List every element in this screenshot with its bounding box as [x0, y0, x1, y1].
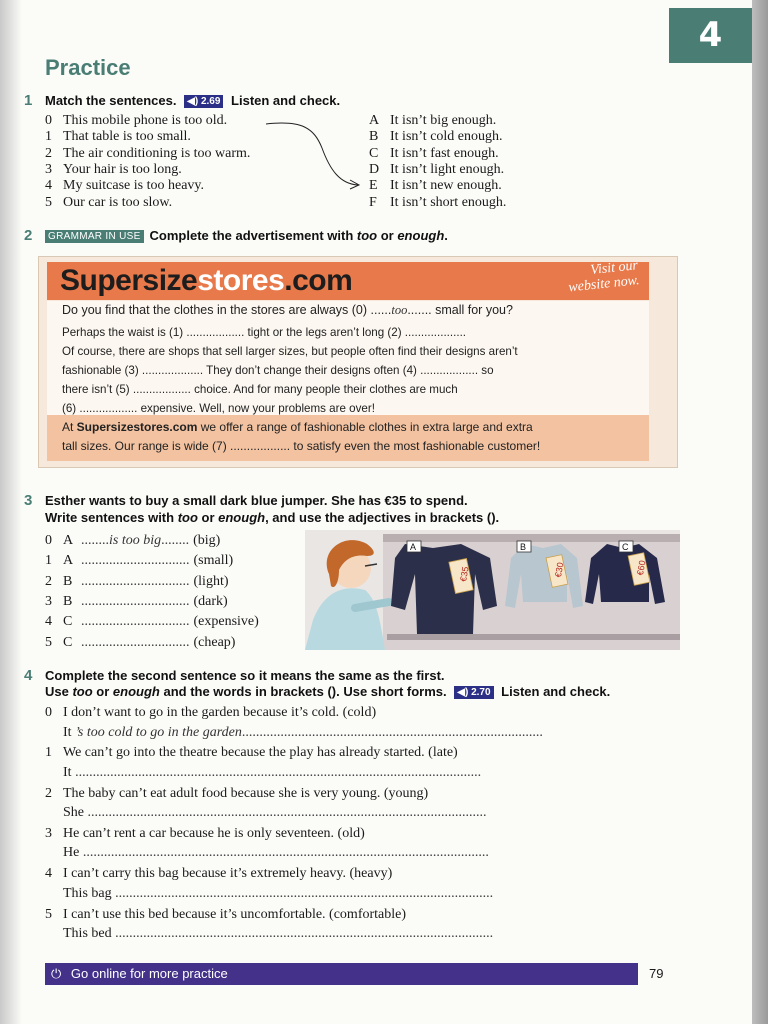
answer-dots: ............................... [81, 593, 190, 609]
item-number: 5 [45, 194, 52, 210]
tag-a-label: A [410, 542, 417, 552]
answer-dots: ........ [81, 533, 109, 548]
ex4-rewrite-line [63, 926, 493, 942]
item-text: This mobile phone is too old. [63, 113, 228, 128]
answer-dots: ........ [161, 533, 190, 548]
ad-body [47, 301, 649, 415]
page-number: 79 [649, 966, 664, 981]
match-right-item [369, 178, 502, 194]
gap-dots: ....... [407, 303, 432, 317]
answer-dots: ............................... [81, 614, 190, 630]
listen-check-text: Listen and check. [501, 684, 611, 699]
handwritten-answer: ’s too cold to go in the garden [75, 724, 242, 740]
item-text: It isn’t new enough. [390, 178, 502, 194]
audio-track-number: 2.70 [471, 687, 491, 698]
brand-name: Supersizestores.com [76, 420, 198, 434]
item-number: 1 [45, 745, 52, 761]
footer-line-1-text: we offer a range of fashionable clothes in extra large and extra [197, 420, 533, 434]
item-letter: E [369, 178, 378, 194]
exercise-2-instruction [45, 228, 448, 243]
exercise-2-number: 2 [24, 227, 33, 244]
match-right-item [369, 195, 506, 211]
item-letter: C [369, 145, 379, 161]
power-icon: ⏻ [51, 966, 62, 981]
ad-footer-line-2: tall sizes. Our range is wide (7) .................. to satisfy even the most fashionable customer! [62, 439, 541, 453]
ex4-rewrite-line [63, 805, 487, 821]
ex4-sentence [45, 907, 406, 923]
original-sentence: We can’t go into the theatre because the play has already started. (late) [63, 745, 458, 761]
item-number: 3 [45, 825, 52, 841]
word-or: or [377, 228, 398, 243]
exercise-3-number: 3 [24, 492, 33, 509]
answer-dots: ............................... [81, 634, 190, 650]
item-text: My suitcase is too heavy. [63, 178, 205, 194]
item-letter: B [63, 593, 73, 609]
visit-line-1: Visit our [589, 258, 639, 279]
answer-dots: .................................................................................................................. [87, 805, 487, 821]
item-letter: A [63, 553, 74, 569]
unit-number-tab: 4 [669, 8, 752, 63]
match-right-item [369, 129, 503, 145]
match-arrow-line [262, 118, 372, 193]
item-number: 0 [45, 705, 52, 720]
answer-dots: ............................................................................................................ [115, 926, 494, 941]
ex3-item [45, 553, 233, 569]
listen-check-text: Listen and check. [231, 93, 341, 108]
page-fold-shadow [0, 0, 22, 1024]
ex1-instruction-text: Match the sentences. [45, 93, 177, 108]
ex4-rewrite-line [63, 886, 493, 902]
original-sentence: I don’t want to go in the garden because it’s cold. (cold) [63, 705, 377, 720]
ad-line-3: Of course, there are shops that sell larger sizes, but people often find their designs aren’t [62, 345, 518, 358]
item-text: That table is too small. [63, 129, 191, 145]
ex3-item [45, 574, 229, 590]
adjective-in-brackets: (big) [193, 533, 221, 548]
go-online-bar[interactable] [45, 963, 638, 985]
item-number: 5 [45, 634, 52, 650]
adjective-in-brackets: (cheap) [193, 634, 236, 650]
tag-c-label: C [622, 542, 629, 552]
original-sentence: I can’t carry this bag because it’s extremely heavy. (heavy) [63, 866, 393, 882]
ex3-item [45, 635, 235, 651]
ex4-sentence [45, 705, 376, 721]
exercise-4-number: 4 [24, 667, 33, 684]
ex3-item [45, 533, 220, 549]
item-number: 4 [45, 614, 52, 630]
item-number: 2 [45, 573, 52, 589]
item-number: 5 [45, 906, 52, 922]
ex4-rewrite-line [63, 845, 489, 861]
item-letter: B [369, 129, 379, 145]
match-right-item [369, 113, 496, 129]
word-enough: enough [218, 510, 266, 525]
period: . [444, 228, 448, 243]
binding-edge [752, 0, 768, 1024]
handwritten-answer: is too big [109, 533, 162, 548]
tag-b-label: B [520, 542, 527, 552]
adjective-in-brackets: (light) [193, 573, 229, 589]
match-left-item [45, 162, 182, 178]
sentence-start: She [63, 805, 88, 821]
item-number: 1 [45, 553, 52, 569]
answer-dots: ............................... [81, 573, 190, 589]
audio-track-badge[interactable]: ◀) 2.70 [454, 686, 493, 699]
item-text: It isn’t big enough. [390, 113, 497, 128]
item-text: It isn’t short enough. [390, 194, 507, 210]
item-letter: C [63, 634, 73, 650]
item-text: It isn’t fast enough. [390, 145, 499, 161]
item-text: It isn’t light enough. [390, 161, 505, 177]
page-title: Practice [45, 55, 131, 80]
item-number: 0 [45, 113, 52, 128]
ad-line-2: Perhaps the waist is (1) .................. tight or the legs aren’t long (2) ................... [62, 326, 467, 339]
ad-line-1-end: small for you? [431, 303, 513, 317]
price-c-label: €60 [635, 559, 648, 577]
ex4-sentence [45, 745, 458, 761]
item-text: Our car is too slow. [63, 194, 173, 210]
sentence-start: He [63, 845, 83, 861]
visit-line-2: website now. [567, 273, 641, 296]
ex4-sentence [45, 786, 428, 802]
item-number: 3 [45, 161, 52, 177]
item-number: 4 [45, 178, 52, 194]
footer-at: At [62, 420, 77, 434]
adjective-in-brackets: (expensive) [193, 614, 259, 630]
match-right-item [369, 162, 504, 178]
item-number: 3 [45, 593, 52, 609]
audio-track-badge[interactable]: ◀) 2.69 [184, 95, 223, 108]
gap-dots: ...... [370, 303, 392, 317]
ex4-line2-text: and the words in brackets (). Use short forms. [159, 684, 447, 699]
match-left-item [45, 178, 204, 194]
match-left-item [45, 129, 191, 145]
ad-logo [60, 264, 352, 298]
word-or: or [92, 684, 113, 699]
item-text: It isn’t cold enough. [390, 129, 503, 145]
item-number: 2 [45, 145, 52, 161]
ex4-rewrite-line [63, 725, 543, 741]
word-too: too [356, 228, 378, 243]
item-number: 1 [45, 129, 52, 145]
ad-line-1-text: Do you find that the clothes in the stores are always (0) [62, 303, 371, 317]
item-letter: A [63, 533, 74, 548]
exercise-3-instruction-line-2 [45, 510, 499, 525]
match-left-item [45, 195, 172, 211]
adjective-in-brackets: (small) [193, 553, 234, 569]
ad-header [47, 258, 649, 300]
grammar-in-use-badge: GRAMMAR IN USE [45, 230, 144, 243]
visit-website-text [506, 258, 640, 302]
exercise-4-instruction-line-2 [45, 684, 610, 699]
ex2-instruction-text: Complete the advertisement with [149, 228, 357, 243]
answer-dots: ...................................................................................... [241, 724, 543, 740]
jumper-shop-illustration [305, 530, 680, 650]
match-left-item [45, 113, 227, 129]
item-letter: B [63, 573, 73, 589]
word-too: too [72, 684, 93, 699]
ex3-line2-text: Write sentences with [45, 510, 178, 525]
ex3-line2-end: , and use the adjectives in brackets (). [265, 510, 500, 525]
sentence-start: It [63, 764, 76, 780]
ad-line-4: fashionable (3) ................... They don’t change their designs often (4) .................. so [62, 364, 494, 377]
item-text: Your hair is too long. [63, 161, 182, 177]
ad-footer-line-1 [62, 420, 533, 434]
sentence-start: This bag [63, 885, 116, 901]
exercise-1-number: 1 [24, 92, 33, 109]
price-a-label: €35 [458, 565, 471, 583]
ad-line-1 [62, 303, 513, 318]
sentence-start: This bed [63, 926, 116, 941]
exercise-4-instruction-line-1: Complete the second sentence so it means the same as the first. [45, 668, 445, 683]
item-text: The air conditioning is too warm. [63, 145, 251, 161]
rail-bar [383, 534, 680, 542]
audio-track-number: 2.69 [200, 96, 221, 107]
match-left-item [45, 146, 250, 162]
ex3-item [45, 594, 228, 610]
original-sentence: The baby can’t eat adult food because she is very young. (young) [63, 785, 429, 801]
word-enough: enough [397, 228, 445, 243]
answer-dots: .................................................................................................................... [82, 845, 489, 861]
adjective-in-brackets: (dark) [193, 593, 228, 609]
answer-dots: ............................................................................................................ [115, 885, 494, 901]
match-right-item [369, 146, 499, 162]
ex4-sentence [45, 866, 392, 882]
item-number: 4 [45, 866, 52, 882]
word-too: too [177, 510, 198, 525]
item-letter: C [63, 614, 73, 630]
item-letter: D [369, 161, 380, 177]
ad-footer [47, 415, 649, 461]
logo-part-supersize: Supersize [60, 264, 198, 297]
logo-part-stores: stores [197, 264, 285, 297]
ex4-use: Use [45, 684, 73, 699]
item-number: 2 [45, 785, 52, 801]
shelf [387, 634, 680, 640]
go-online-text: Go online for more practice [70, 966, 228, 981]
ad-line-5: there isn’t (5) .................. choice. And for many people their clothes are much [62, 383, 458, 396]
ex4-sentence [45, 826, 365, 842]
ex3-item [45, 614, 259, 630]
word-or: or [197, 510, 219, 525]
original-sentence: He can’t rent a car because he is only seventeen. (old) [63, 825, 365, 841]
original-sentence: I can’t use this bed because it’s uncomfortable. (comfortable) [63, 906, 407, 922]
ex4-rewrite-line [63, 765, 481, 781]
answer-dots: ............................... [81, 553, 190, 569]
item-letter: A [369, 113, 380, 128]
exercise-1-instruction [45, 93, 340, 108]
example-answer-too: too [391, 303, 408, 317]
price-b-label: €30 [553, 561, 566, 579]
ad-line-6: (6) .................. expensive. Well, now your problems are over! [62, 402, 375, 415]
logo-part-com: .com [284, 264, 353, 297]
exercise-3-instruction-line-1: Esther wants to buy a small dark blue jumper. She has €35 to spend. [45, 493, 468, 508]
word-enough: enough [112, 684, 160, 699]
answer-dots: .................................................................................................................... [75, 764, 482, 780]
item-number: 0 [45, 533, 52, 548]
item-letter: F [369, 194, 377, 210]
advertisement-box [38, 256, 678, 468]
sentence-start: It [63, 724, 76, 740]
